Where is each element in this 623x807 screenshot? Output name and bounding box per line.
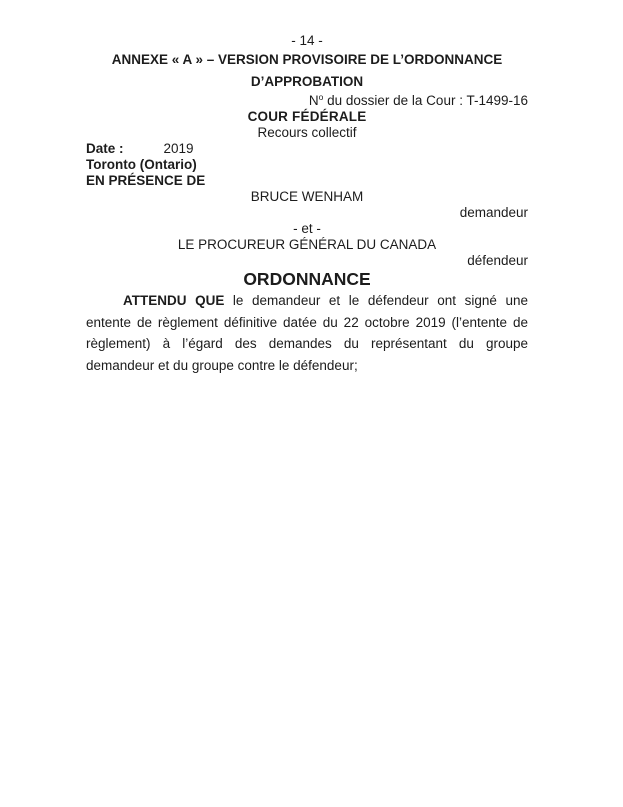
court-file-number-prefix: N [308, 93, 319, 108]
recital-paragraph [86, 290, 528, 376]
proceeding-type: Recours collectif [257, 125, 357, 140]
court-file-number-superscript: o [318, 92, 324, 102]
court-file-number-text: du dossier de la Cour : T-1499-16 [323, 93, 528, 108]
annex-title-line2: D’APPROBATION [250, 74, 364, 89]
annex-title-line1: ANNEXE « A » – VERSION PROVISOIRE DE L’ORDONNANCE [111, 52, 503, 67]
plaintiff-role: demandeur [459, 205, 528, 220]
court-name: COUR FÉDÉRALE [247, 109, 367, 124]
annex-title [86, 49, 528, 93]
date-value: 2019 [163, 141, 194, 156]
court-file-number [86, 93, 528, 109]
recital-text: le demandeur et le défendeur ont signé une entente de règlement définitive datée du 22 octobre 2019 (l’entente de règlement) à l’égard des demandes du représentant du groupe demandeur et du groupe contre le défendeur; [86, 293, 528, 373]
order-title: ORDONNANCE [243, 269, 371, 289]
defendant-role: défendeur [467, 253, 528, 268]
recital-lead: ATTENDU QUE [123, 293, 225, 308]
defendant-name: LE PROCUREUR GÉNÉRAL DU CANADA [177, 237, 437, 252]
date-label: Date : [86, 141, 124, 156]
parties-separator: - et - [293, 221, 321, 236]
date-line [86, 141, 528, 157]
presence-label: EN PRÉSENCE DE [86, 173, 206, 188]
page-number: - 14 - [291, 33, 323, 48]
plaintiff-name: BRUCE WENHAM [250, 189, 364, 204]
location: Toronto (Ontario) [86, 157, 197, 172]
